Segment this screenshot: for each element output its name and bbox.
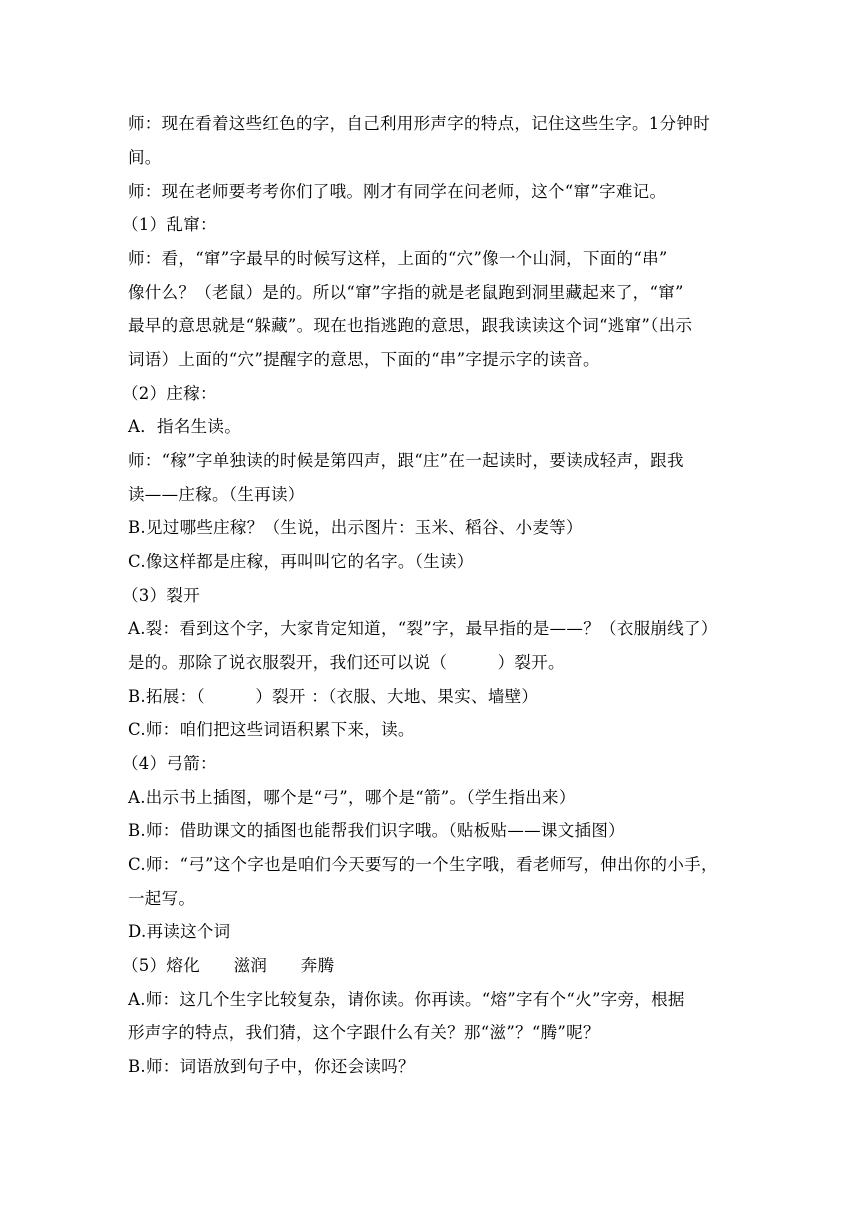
text-line: A.师：这几个生字比较复杂，请你读。你再读。“熔”字有个“火”字旁，根据 (128, 990, 685, 1009)
text-line: 师：“稼”字单独读的时候是第四声，跟“庄”在一起读时，要读成轻声，跟我 (128, 451, 684, 470)
section-heading: （5）熔化 滋润 奔腾 (122, 956, 335, 975)
text-line: B.师：词语放到句子中，你还会读吗？ (128, 1057, 415, 1076)
text-line: C.师：咱们把这些词语积累下来，读。 (128, 720, 415, 739)
text-line: A.裂：看到这个字，大家肯定知道，“裂”字，最早指的是——？（衣服崩线了） (128, 619, 718, 638)
text-line: 最早的意思就是“躲藏”。现在也指逃跑的意思，跟我读读这个词“逃窜”（出示 (128, 316, 693, 335)
text-line: B.见过哪些庄稼？（生说，出示图片：玉米、稻谷、小麦等） (128, 518, 583, 537)
section-heading: （2）庄稼： (122, 384, 217, 403)
text-line: B.拓展：（ ）裂开 ：（衣服、大地、果实、墙壁） (128, 687, 539, 706)
text-line: D.再读这个词 (128, 922, 231, 941)
text-line: 像什么？（老鼠）是的。所以“窜”字指的就是老鼠跑到洞里藏起来了，“窜” (128, 283, 684, 302)
text-line: 一起写。 (128, 889, 196, 908)
text-line: A.出示书上插图，哪个是“弓”，哪个是“箭”。（学生指出来） (128, 788, 576, 807)
text-line: A．指名生读。 (128, 417, 242, 436)
section-heading: （3）裂开 (122, 586, 200, 605)
text-line: B.师：借助课文的插图也能帮我们识字哦。（贴板贴——课文插图） (128, 821, 625, 840)
text-line: 词语）上面的“穴”提醒字的意思，下面的“串”字提示字的读音。 (128, 350, 600, 369)
text-line: 师：现在老师要考考你们了哦。刚才有同学在问老师，这个“窜”字难记。 (128, 182, 667, 201)
text-line: 师：现在看着这些红色的字，自己利用形声字的特点，记住这些生字。1分钟时 (128, 114, 710, 133)
text-line: 间。 (128, 148, 162, 167)
text-line: C.像这样都是庄稼，再叫叫它的名字。（生读） (128, 552, 474, 571)
text-line: 师：看，“窜”字最早的时候写这样，上面的“穴”像一个山洞，下面的“串” (128, 249, 668, 268)
text-line: 是的。那除了说衣服裂开，我们还可以说（ ）裂开。 (128, 653, 565, 672)
text-line: C.师：“弓”这个字也是咱们今天要写的一个生字哦，看老师写，伸出你的小手， (128, 855, 718, 874)
text-line: 读——庄稼。（生再读） (128, 485, 305, 504)
section-heading: （1）乱窜： (122, 215, 217, 234)
text-line: 形声字的特点，我们猜，这个字跟什么有关？那“滋”？“腾”呢？ (128, 1023, 600, 1042)
section-heading: （4）弓箭： (122, 754, 217, 773)
